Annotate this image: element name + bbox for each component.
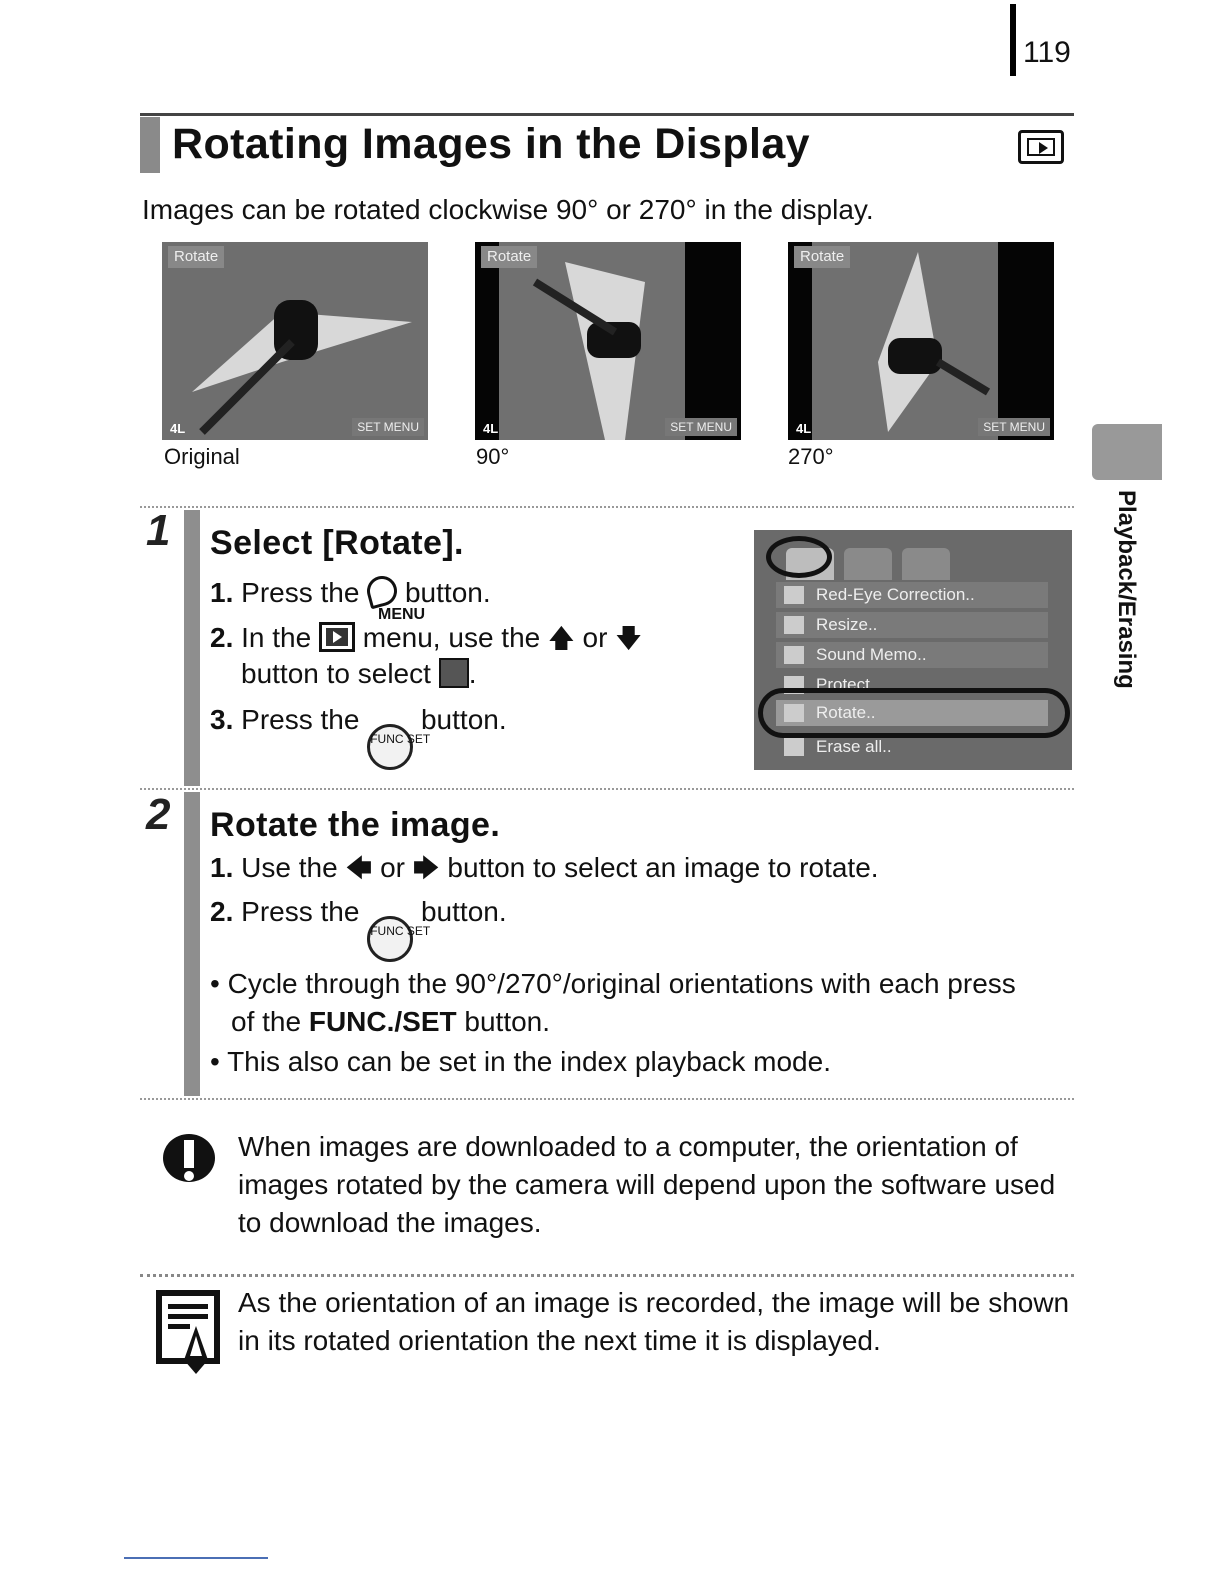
note-text: As the orientation of an image is recorded, the image will be shown in its rotated orientation the next time it is displayed. <box>238 1287 1070 1356</box>
menu-item-icon <box>784 738 804 756</box>
tab-print <box>844 548 892 580</box>
step1-line3 <box>210 704 507 770</box>
step1-bar <box>184 510 200 786</box>
step-text: button. <box>404 577 491 608</box>
step2-number: 2 <box>146 790 171 839</box>
func-set-label: FUNC./SET <box>308 1006 457 1037</box>
resolution-label: 4L <box>483 421 499 436</box>
step1-top-rule <box>140 506 1074 508</box>
down-arrow-icon: 🡇 <box>615 623 642 653</box>
step-text: button. <box>420 896 507 927</box>
title-rule <box>140 113 1074 116</box>
step-index: 2. <box>210 622 234 653</box>
menu-item-label: Red-Eye Correction.. <box>816 585 975 604</box>
page-number: 119 <box>1023 36 1071 69</box>
right-arrow-icon: 🡆 <box>412 853 440 883</box>
bullet-text: Cycle through the 90°/270°/original orientations with each press <box>227 968 1016 999</box>
step2-line1 <box>210 850 879 894</box>
rotated-270-image <box>788 242 1054 440</box>
resolution-label: 4L <box>170 421 186 436</box>
menu-item <box>776 612 1048 638</box>
step-text: Press the <box>241 704 360 735</box>
step-text: Use the <box>241 852 338 883</box>
note-icon <box>156 1290 220 1374</box>
title-bar <box>140 117 160 173</box>
step2-top-rule <box>140 788 1074 790</box>
rotated-90-image <box>475 242 741 440</box>
step2-line2 <box>210 896 507 962</box>
step-index: 1. <box>210 852 234 883</box>
set-menu-hint: SET MENU <box>352 418 424 436</box>
menu-item-label: Sound Memo.. <box>816 645 927 664</box>
step2-bottom-rule <box>140 1098 1074 1100</box>
bullet-text: of the <box>231 1006 302 1037</box>
original-image <box>162 242 428 440</box>
left-arrow-icon: 🡄 <box>345 853 373 883</box>
step-text: button to select an image to rotate. <box>447 852 879 883</box>
step1-line2b <box>241 658 476 690</box>
page-number-bar <box>1010 4 1016 76</box>
caution-text: When images are downloaded to a computer, the orientation of images rotated by the camera will depend upon the software used to download the images. <box>238 1131 1056 1238</box>
camera-menu-screenshot <box>754 530 1072 770</box>
note-rule <box>140 1274 1074 1277</box>
step2-bullet2: • This also can be set in the index playback mode. <box>210 1046 831 1077</box>
step-text: . <box>468 658 477 689</box>
menu-item <box>776 642 1048 668</box>
step2-bar <box>184 792 200 1096</box>
step-text: Press the <box>241 577 360 608</box>
footer-line <box>124 1557 268 1559</box>
caption-90: 90° <box>476 444 510 469</box>
highlight-ring-tab <box>766 536 832 578</box>
step1-number: 1 <box>146 506 171 555</box>
page-title: Rotating Images in the Display <box>172 120 810 168</box>
step-text: or <box>582 622 608 653</box>
step-text: or <box>380 852 405 883</box>
step-text: menu, use the <box>362 622 541 653</box>
caution-icon <box>158 1128 220 1194</box>
step-text: In the <box>241 622 312 653</box>
screen-90 <box>475 242 741 440</box>
bullet-text: button. <box>464 1006 551 1037</box>
chapter-tab-label: Playback/Erasing <box>1113 490 1140 689</box>
bullet-text: This also can be set in the index playback mode. <box>227 1046 831 1077</box>
step2-title: Rotate the image. <box>210 806 501 844</box>
step-text: button. <box>420 704 507 735</box>
menu-item-label: Resize.. <box>816 615 878 634</box>
menu-item-icon <box>784 646 804 664</box>
step-index: 3. <box>210 704 234 735</box>
playback-menu-icon <box>319 622 355 652</box>
menu-item-icon <box>784 616 804 634</box>
menu-icon-label: MENU <box>378 606 426 623</box>
resolution-label: 4L <box>796 421 812 436</box>
menu-item-label: Rotate.. <box>816 703 876 722</box>
step-text: Press the <box>241 896 360 927</box>
rotate-label: Rotate <box>794 246 850 268</box>
menu-button-icon <box>364 573 401 610</box>
caption-original: Original <box>164 444 240 469</box>
tab-setup <box>902 548 950 580</box>
screen-270 <box>788 242 1054 440</box>
menu-item-icon <box>784 586 804 604</box>
caption-270: 270° <box>788 444 834 469</box>
highlight-ring-rotate <box>758 688 1070 738</box>
chapter-tab-marker <box>1092 424 1162 480</box>
intro-text: Images can be rotated clockwise 90° or 270° in the display. <box>142 194 874 225</box>
step1-title: Select [Rotate]. <box>210 524 464 562</box>
rotate-menu-icon <box>439 658 469 688</box>
step1-line1 <box>210 576 491 609</box>
playback-icon <box>1018 130 1064 164</box>
rotate-label: Rotate <box>168 246 224 268</box>
up-arrow-icon: 🡅 <box>548 623 575 653</box>
menu-item-label: Erase all.. <box>816 737 892 756</box>
rotate-label: Rotate <box>481 246 537 268</box>
step2-bullet1: • Cycle through the 90°/270°/original orientations with each press of the FUNC./SET button. <box>210 968 1016 1037</box>
set-menu-hint: SET MENU <box>665 418 737 436</box>
func-set-button-icon: FUNC SET <box>367 916 413 962</box>
step-index: 2. <box>210 896 234 927</box>
func-set-button-icon: FUNC SET <box>367 724 413 770</box>
set-menu-hint: SET MENU <box>978 418 1050 436</box>
menu-item <box>776 582 1048 608</box>
menu-item-label: Protect <box>816 675 870 694</box>
step-index: 1. <box>210 577 234 608</box>
screen-original <box>162 242 428 440</box>
step-text: button to select <box>241 658 431 689</box>
